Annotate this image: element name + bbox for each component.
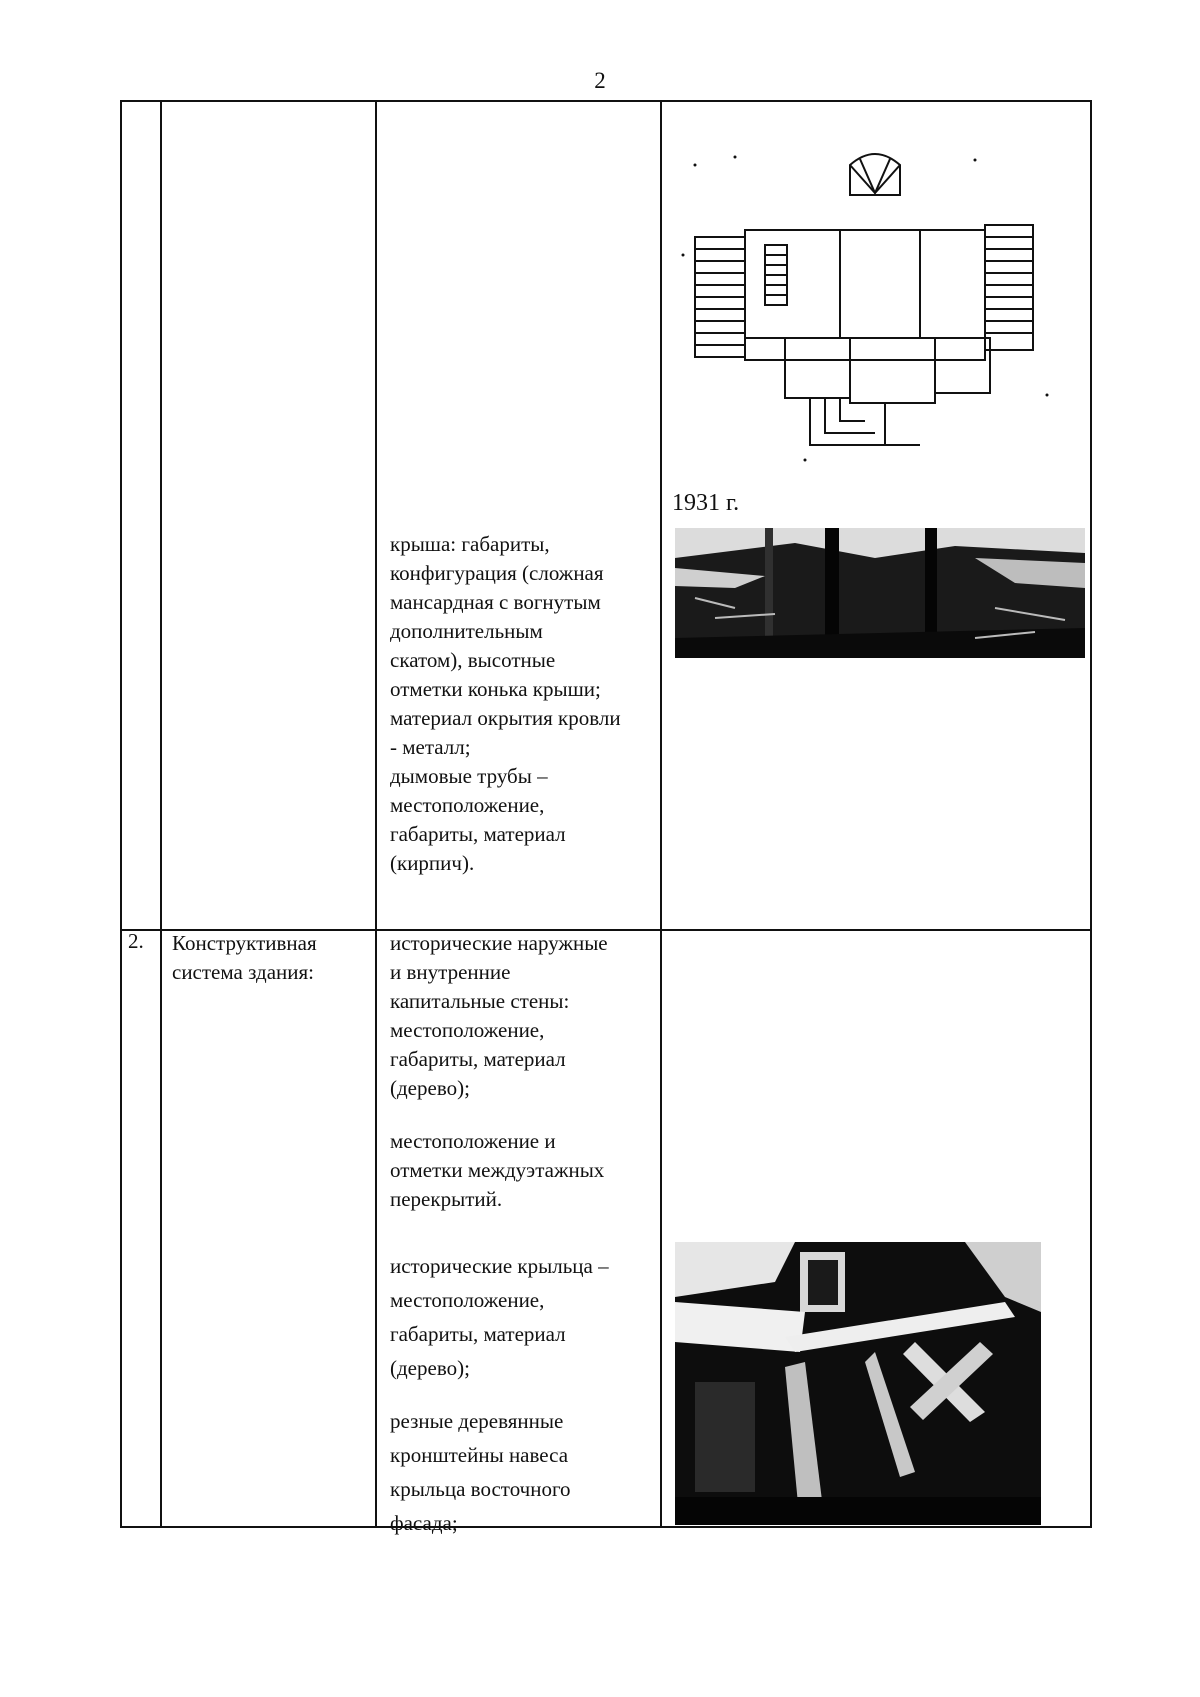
text-line: резные деревянные [390,1409,564,1433]
photo-caption-year: 1931 г. [672,490,740,516]
text-line: местоположение, [390,1018,545,1042]
text-line: - металл; [390,735,471,759]
text-line: (дерево); [390,1076,470,1100]
text-line: местоположение, [390,1288,545,1312]
historic-photo-1931 [675,528,1085,658]
text-line: отметки конька крыши; [390,677,601,701]
text-line: габариты, материал [390,1322,566,1346]
text-line: система здания: [172,960,314,984]
text-line: крыльца восточного [390,1477,571,1501]
floor-plan-drawing [675,145,1055,475]
text-line: кронштейны навеса [390,1443,569,1467]
porch-bracket-photo [675,1242,1041,1525]
walls-description [390,929,654,1103]
text-line: мансардная с вогнутым [390,590,601,614]
text-line: местоположение и [390,1129,556,1153]
brackets-description [390,1404,654,1540]
porch-description [390,1249,654,1385]
floors-description [390,1127,654,1214]
roof-description [390,530,654,878]
text-line: габариты, материал [390,822,566,846]
text-line: (кирпич). [390,851,475,875]
row-label [172,929,372,987]
page-number: 2 [594,68,606,93]
text-line: капитальные стены: [390,989,570,1013]
row-number: 2. [128,929,144,953]
text-line: дополнительным [390,619,543,643]
col-border-3 [660,100,662,1528]
text-line: дымовые трубы – [390,764,548,788]
col-border-left [120,100,122,1528]
text-line: фасада; [390,1511,458,1535]
text-line: отметки междуэтажных [390,1158,605,1182]
text-line: и внутренние [390,960,511,984]
col-border-right [1090,100,1092,1528]
text-line: местоположение, [390,793,545,817]
text-line: (дерево); [390,1356,470,1380]
text-line: скатом), высотные [390,648,556,672]
col-border-2 [375,100,377,1528]
text-line: габариты, материал [390,1047,566,1071]
table-top-border [120,100,1092,102]
text-line: конфигурация (сложная [390,561,604,585]
text-line: материал окрытия кровли [390,706,621,730]
text-line: исторические наружные [390,931,608,955]
col-border-1 [160,100,162,1528]
text-line: исторические крыльца – [390,1254,609,1278]
text-line: крыша: габариты, [390,532,550,556]
text-line: перекрытий. [390,1187,503,1211]
text-line: Конструктивная [172,931,317,955]
